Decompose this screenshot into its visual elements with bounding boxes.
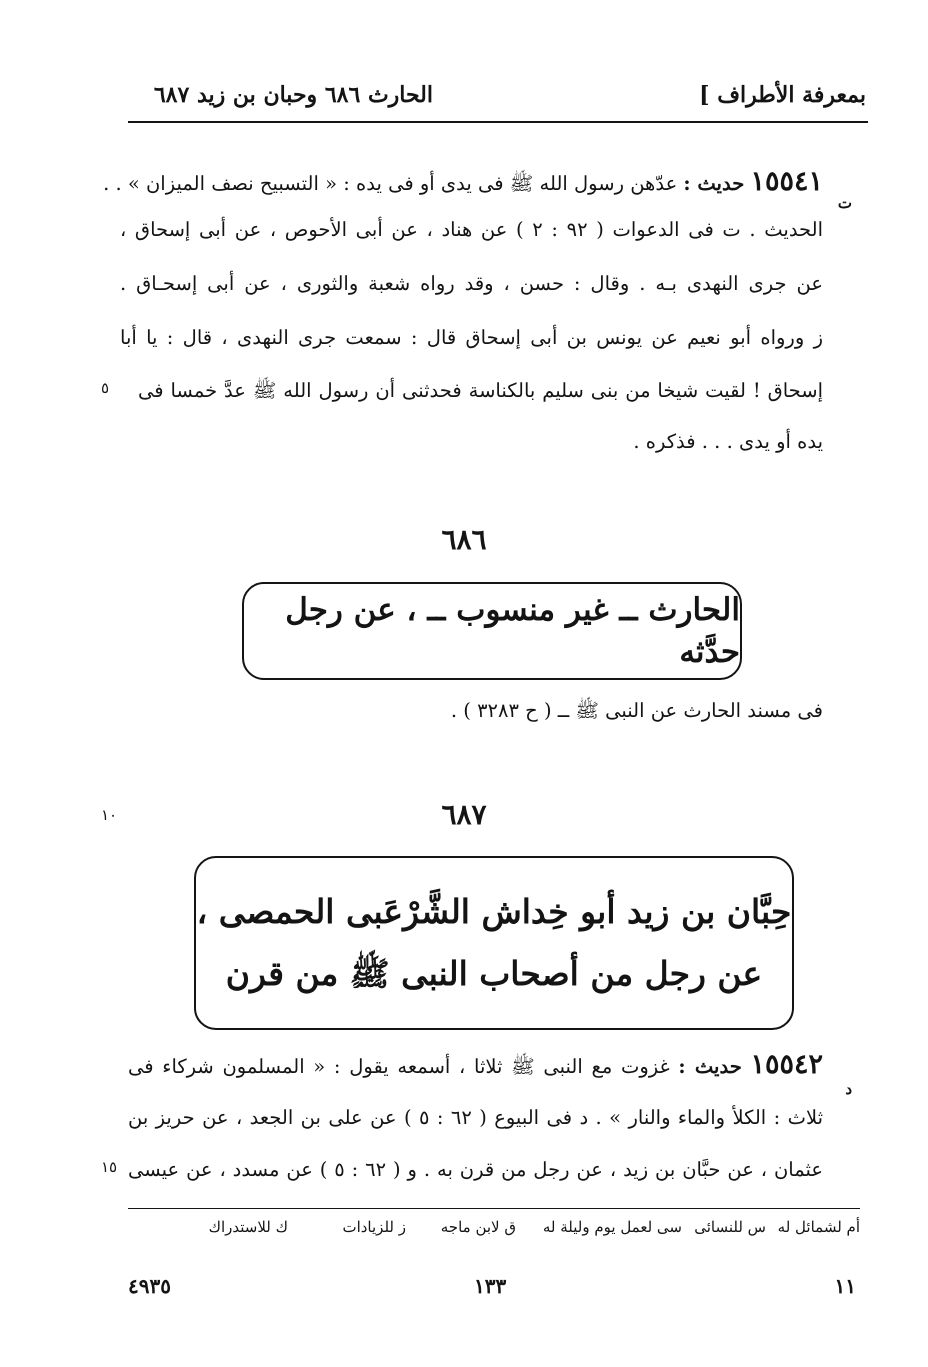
hadith-text: غزوت مع النبى ﷺ ثلاثا ، أسمعه يقول : « المسلمون شركاء فى <box>128 1055 670 1078</box>
hadith-15541-line-6: يده أو يدى . . . فذكره . <box>633 430 823 453</box>
margin-line-number: ٥ <box>101 379 110 397</box>
footnote-item: ك للاستدراك <box>208 1218 288 1236</box>
signature-number: ٤٩٣٥ <box>128 1274 171 1298</box>
footnote-item: س للنسائى <box>694 1218 766 1236</box>
hadith-15542-side-letter: د <box>845 1080 852 1098</box>
section-686-title-box <box>242 582 742 680</box>
hadith-15542-line-2: ثلاث : الكلأ والماء والنار » . د فى البيوع ( ٦٢ : ٥ ) عن على بن الجعد ، عن حريز بن <box>128 1106 824 1129</box>
hadith-15541-side-letter: ت <box>837 194 852 212</box>
header-rule <box>128 121 868 123</box>
margin-line-number: ١٠ <box>101 806 118 824</box>
section-686-number: ٦٨٦ <box>441 523 487 556</box>
section-686-title: الحارث ــ غير منسوب ــ ، عن رجل حدَّثه <box>285 592 740 670</box>
hadith-keyword: حديث : <box>683 172 745 195</box>
section-687-title-line-2: عن رجل من أصحاب النبى ﷺ من قرن <box>225 954 763 993</box>
hadith-text: عدّهن رسول الله ﷺ فى يدى أو فى يده : « التسبيح نصف الميزان » . . <box>103 172 678 195</box>
footnote-item: سى لعمل يوم وليلة له <box>542 1218 682 1236</box>
hadith-15542-line-3: عثمان ، عن حبَّان بن زيد ، عن رجل من قرن به . و ( ٦٢ : ٥ ) عن مسدد ، عن عيسى <box>128 1158 824 1181</box>
hadith-15541-line-5: إسحاق ! لقيت شيخا من بنى سليم بالكناسة فحدثنى أن رسول الله ﷺ عدَّ خمسا فى <box>138 379 823 402</box>
hadith-number: ١٥٥٤٢ <box>750 1049 823 1080</box>
section-687-number: ٦٨٧ <box>441 798 487 831</box>
header-book-title: بمعرفة الأطراف ] <box>699 82 866 108</box>
margin-line-number: ١٥ <box>101 1158 118 1176</box>
header-section-title: الحارث ٦٨٦ وحبان بن زيد ٦٨٧ <box>153 82 433 108</box>
section-687-title-box <box>194 856 794 1030</box>
hadith-keyword: حديث : <box>678 1055 742 1078</box>
hadith-15541-line-3: عن جرى النهدى بـه . وقال : حسن ، وقد رواه شعبة والثورى ، عن أبى إسحـاق . <box>120 272 823 295</box>
printed-page-number: ١٣٣ <box>474 1274 507 1298</box>
footnote-item: ق لابن ماجه <box>440 1218 516 1236</box>
hadith-15542-line-1 <box>128 1050 823 1082</box>
hadith-15541-line-2: الحديث . ت فى الدعوات ( ٩٢ : ٢ ) عن هناد ، عن أبى الأحوص ، عن أبى إسحاق ، <box>120 218 824 241</box>
section-687-title-line-1: حِبَّان بن زيد أبو خِداش الشَّرْعَبى الحمصى ، <box>196 892 792 931</box>
hadith-15541-line-1 <box>103 166 823 199</box>
hadith-15541-line-4: ز ورواه أبو نعيم عن يونس بن أبى إسحاق قال : سمعت جرى النهدى ، قال : يا أبا <box>120 326 823 349</box>
footnote-item: أم لشمائل له <box>777 1218 860 1236</box>
section-686-note: فى مسند الحارث عن النبى ﷺ ــ ( ح ٣٢٨٣ ) . <box>450 699 823 722</box>
footnote-item: ز للزيادات <box>342 1218 406 1236</box>
hadith-number: ١٥٥٤١ <box>750 166 823 197</box>
page-number: ١١ <box>834 1274 856 1298</box>
footnote-rule <box>128 1208 860 1209</box>
